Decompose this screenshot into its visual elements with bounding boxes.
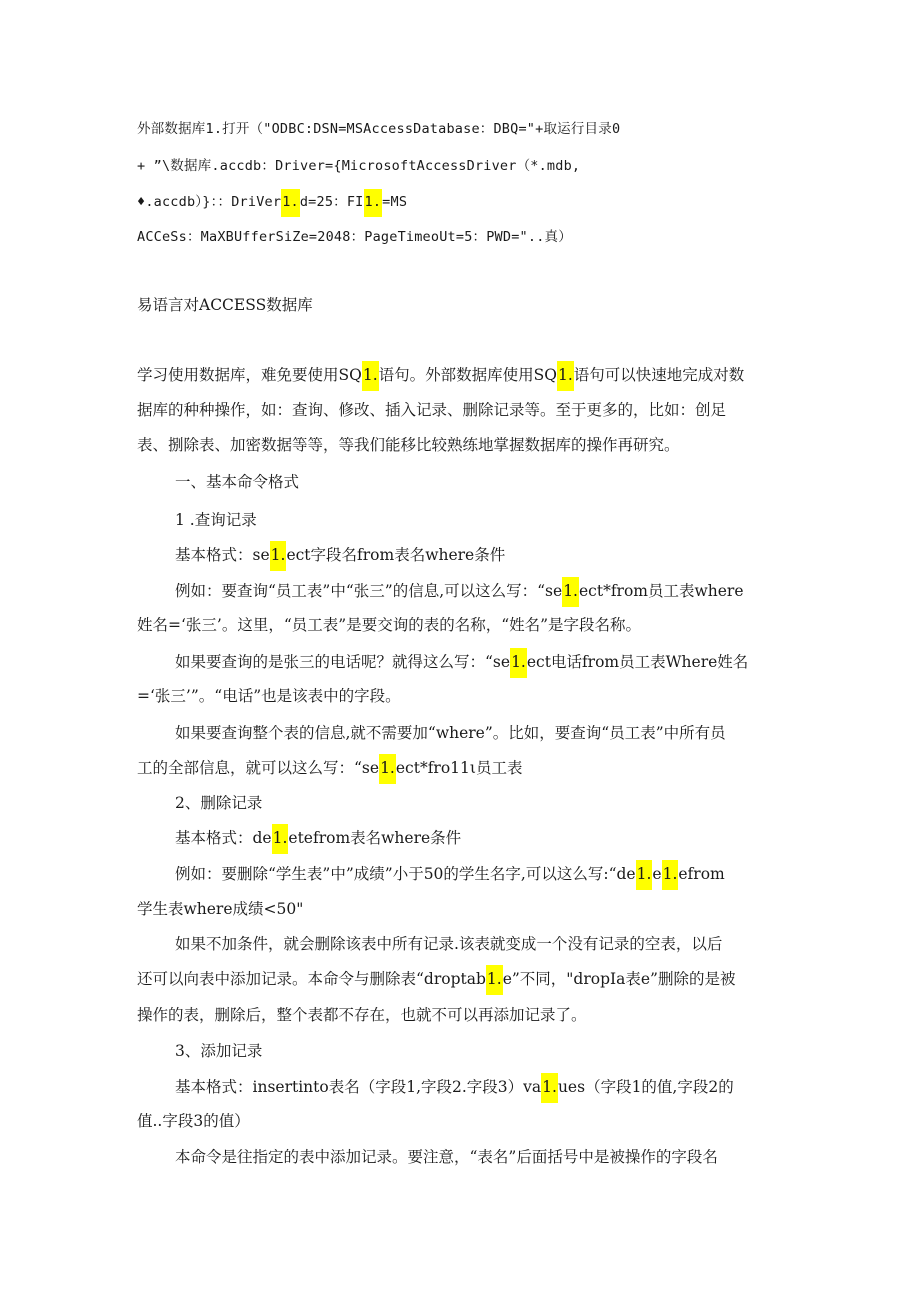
text-run: 基本格式：se xyxy=(175,546,270,564)
query-all-line-1 xyxy=(175,723,726,743)
highlight-mark: 1. xyxy=(662,860,679,890)
highlight-mark: 1. xyxy=(364,189,383,217)
text-run: 基本格式：de xyxy=(175,829,272,847)
conn-text: ♦.accdb）}：：DriVer xyxy=(137,194,282,210)
text-run: ect电话from员工表Where姓名 xyxy=(526,653,749,671)
text-run: ues（字段1的值,字段2的 xyxy=(557,1078,734,1096)
conn-string-line-4 xyxy=(137,227,572,247)
highlight-mark: 1. xyxy=(486,965,503,995)
text-run: 基本格式：insertinto表名（字段1,字段2.字段3）va xyxy=(175,1078,542,1096)
text-run: ect*from员工表where xyxy=(578,582,744,600)
text-run: 语句可以快速地完成对数 xyxy=(573,366,745,384)
conn-text: =MS xyxy=(382,194,408,210)
text-run: 本命令是往指定的表中添加记录。要注意，“表名”后面括号中是被操作的字段名 xyxy=(175,1148,718,1166)
delete-format xyxy=(175,828,461,848)
text-run: 2、删除记录 xyxy=(175,794,263,812)
intro-line-1 xyxy=(137,365,744,385)
query-phone-line-2 xyxy=(137,686,401,706)
conn-string-line-2 xyxy=(137,156,580,176)
text-run: 3、添加记录 xyxy=(175,1042,263,1060)
insert-note-line-1 xyxy=(175,1147,718,1167)
conn-text: 外部数据库1.打开（"ODBC:DSN=MSAccessDatabase：DBQ="+取运行目录0 xyxy=(137,121,621,137)
delete-note-line-3 xyxy=(137,1005,587,1025)
text-run: 如果要查询整个表的信息,就不需要加“where”。比如，要查询“员工表”中所有员 xyxy=(175,724,726,742)
text-run: 表、捌除表、加密数据等等，等我们能移比较熟练地掌握数据库的操作再研究。 xyxy=(137,436,680,454)
text-run: ect*fro11ι员工表 xyxy=(395,759,523,777)
query-phone-line-1 xyxy=(175,652,748,672)
text-run: 一、基本命令格式 xyxy=(175,473,300,491)
conn-text: + ”\数据库.accdb：Driver={MicrosoftAccessDriver（*.mdb, xyxy=(137,158,581,174)
text-run: etefrom表名where条件 xyxy=(288,829,462,847)
conn-text: d=25：FI xyxy=(299,194,364,210)
text-run: 工的全部信息，就可以这么写：“se xyxy=(137,759,380,777)
text-run: 如果要查询的是张三的电话呢？就得这么写：“se xyxy=(175,653,511,671)
text-run: 1 .查询记录 xyxy=(175,511,257,529)
text-run: efrom xyxy=(678,865,725,883)
highlight-mark: 1. xyxy=(557,361,574,391)
highlight-mark: 1. xyxy=(562,577,579,607)
query-example-line-2 xyxy=(137,615,641,635)
heading-insert xyxy=(175,1041,262,1061)
heading-query xyxy=(175,510,257,530)
conn-string-line-1 xyxy=(137,119,620,139)
heading-basic-commands xyxy=(175,472,299,492)
text-run: ect字段名from表名where条件 xyxy=(286,546,506,564)
text-run: =‘张三’”。“电话”也是该表中的字段。 xyxy=(137,687,401,705)
highlight-mark: 1. xyxy=(270,541,287,571)
section-title xyxy=(137,295,313,315)
highlight-mark: 1. xyxy=(379,754,396,784)
text-run: 如果不加条件，就会删除该表中所有记录.该表就变成一个没有记录的空表，以后 xyxy=(175,935,723,953)
conn-text: ACCeSs：MaXBUfferSiZe=2048：PageTimeoUt=5：PWD="..真） xyxy=(137,229,572,245)
conn-string-line-3 xyxy=(137,192,407,212)
delete-example-line-1 xyxy=(175,864,725,884)
text-run: 据库的种种操作，如：查询、修改、插入记录、删除记录等。至于更多的，比如：创足 xyxy=(137,401,727,419)
text-run: 例如：要查询“员工表”中“张三”的信息,可以这么写：“se xyxy=(175,582,563,600)
query-example-line-1 xyxy=(175,581,744,601)
text-run: 语句。外部数据库使用SQ xyxy=(378,366,557,384)
text-run: 例如：要删除“学生表”中”成绩”小于50的学生名字,可以这么写:“de xyxy=(175,865,636,883)
highlight-mark: 1. xyxy=(362,361,379,391)
intro-line-2 xyxy=(137,400,726,420)
text-run: 操作的表，删除后，整个表都不存在，也就不可以再添加记录了。 xyxy=(137,1006,587,1024)
query-format xyxy=(175,545,505,565)
highlight-mark: 1. xyxy=(541,1073,558,1103)
text-run: e xyxy=(652,865,662,883)
text-run: 学习使用数据库，难免要使用SQ xyxy=(137,366,362,384)
delete-example-line-2 xyxy=(137,899,303,919)
text-run: 姓名=‘张三’。这里，“员工表”是要交询的表的名称，“姓名”是字段名称。 xyxy=(137,616,642,634)
delete-note-line-2 xyxy=(137,969,735,989)
delete-note-line-1 xyxy=(175,934,722,954)
highlight-mark: 1. xyxy=(281,189,300,217)
heading-delete xyxy=(175,793,262,813)
text-run: 学生表where成绩<50" xyxy=(137,900,304,918)
query-all-line-2 xyxy=(137,758,522,778)
text-run: e”不同，"dropIa表e”删除的是被 xyxy=(502,970,736,988)
intro-line-3 xyxy=(137,435,680,455)
highlight-mark: 1. xyxy=(510,648,527,678)
title-text: 易语言对ACCESS数据库 xyxy=(137,296,313,314)
highlight-mark: 1. xyxy=(636,860,653,890)
insert-format-line-1 xyxy=(175,1077,734,1097)
highlight-mark: 1. xyxy=(272,824,289,854)
insert-format-line-2 xyxy=(137,1111,250,1131)
text-run: 还可以向表中添加记录。本命令与删除表“droptab xyxy=(137,970,486,988)
text-run: 值..字段3的值） xyxy=(137,1112,250,1130)
